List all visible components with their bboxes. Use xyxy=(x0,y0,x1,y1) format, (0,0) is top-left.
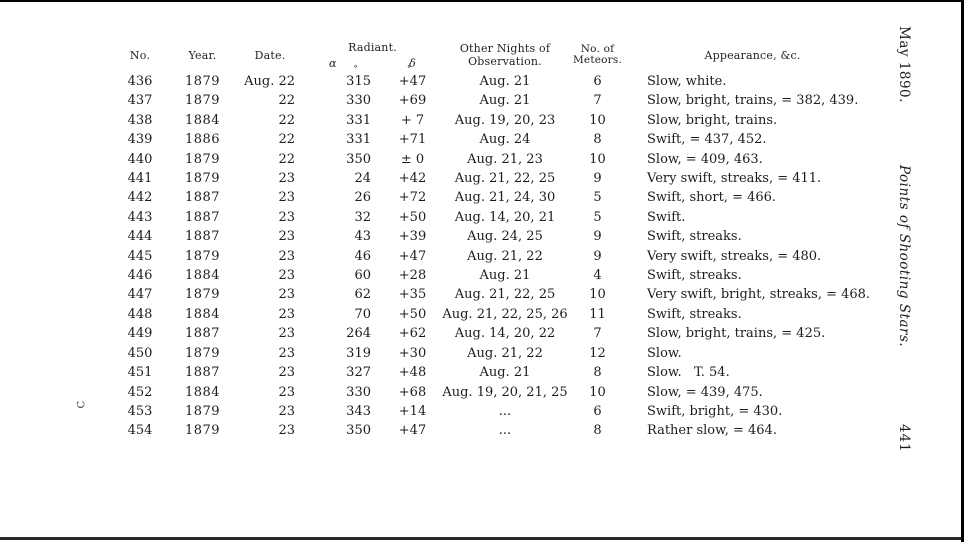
cell-year: 1884 xyxy=(184,112,221,128)
cell-nights: Aug. 14, 20, 22 xyxy=(454,326,556,342)
cell-no: 449 xyxy=(127,326,153,342)
cell-appearance: Slow. T. 54. xyxy=(647,365,730,381)
cell-year: 1887 xyxy=(184,209,221,225)
cell-year: 1887 xyxy=(184,190,221,206)
cell-meteors: 8 xyxy=(593,365,602,381)
cell-meteors: 10 xyxy=(589,112,606,128)
page-number: 441 xyxy=(896,424,912,453)
cell-appearance: Swift, short, = 466. xyxy=(647,190,777,206)
cell-no: 452 xyxy=(127,384,153,400)
table-row xyxy=(110,383,880,402)
cell-appearance: Rather slow, = 464. xyxy=(647,423,777,439)
cell-delta: +48 xyxy=(398,365,427,381)
cell-appearance: Very swift, streaks, = 411. xyxy=(647,171,822,187)
cell-delta: +72 xyxy=(398,190,427,206)
cell-meteors: 9 xyxy=(593,248,602,264)
cell-nights: Aug. 21 xyxy=(479,268,531,284)
cell-delta: +30 xyxy=(398,345,427,361)
cell-meteors: 4 xyxy=(593,268,602,284)
cell-alpha: 26 xyxy=(354,190,371,206)
col-header-meteors xyxy=(570,38,625,72)
cell-appearance: Slow, = 439, 475. xyxy=(647,384,763,400)
cell-date: 23 xyxy=(278,190,295,206)
cell-year: 1879 xyxy=(184,287,221,303)
table-row xyxy=(110,247,880,266)
cell-meteors: 7 xyxy=(593,93,602,109)
cell-alpha: 43 xyxy=(354,229,371,245)
cell-delta: +71 xyxy=(398,132,427,148)
cell-date: 23 xyxy=(278,229,295,245)
cell-year: 1879 xyxy=(184,93,221,109)
table-row xyxy=(110,344,880,363)
cell-year: 1887 xyxy=(184,229,221,245)
cell-alpha: 46 xyxy=(354,248,371,264)
cell-alpha: 264 xyxy=(346,326,371,342)
cell-year: 1884 xyxy=(184,384,221,400)
cell-appearance: Swift, streaks. xyxy=(647,306,742,322)
cell-date: 23 xyxy=(278,287,295,303)
cell-appearance: Swift, streaks. xyxy=(647,268,742,284)
cell-appearance: Very swift, streaks, = 480. xyxy=(647,248,822,264)
col-header-radiant-alpha: α xyxy=(329,56,337,70)
cell-no: 437 xyxy=(127,93,153,109)
table-row xyxy=(110,130,880,149)
table-row xyxy=(110,285,880,304)
cell-year: 1884 xyxy=(184,306,221,322)
cell-no: 444 xyxy=(127,229,153,245)
cell-meteors: 9 xyxy=(593,229,602,245)
table-row xyxy=(110,72,880,91)
cell-delta: +39 xyxy=(398,229,427,245)
cell-appearance: Swift. xyxy=(647,209,686,225)
degree-mark: ° xyxy=(407,64,411,73)
table-row xyxy=(110,363,880,382)
cell-nights: Aug. 21 xyxy=(479,93,531,109)
cell-no: 446 xyxy=(127,268,153,284)
cell-no: 448 xyxy=(127,306,153,322)
cell-meteors: 12 xyxy=(589,345,606,361)
cell-nights: Aug. 24, 25 xyxy=(467,229,543,245)
cell-delta: +50 xyxy=(398,306,427,322)
cell-date: 23 xyxy=(278,268,295,284)
cell-meteors: 8 xyxy=(593,132,602,148)
cell-alpha: 331 xyxy=(346,112,371,128)
cell-nights: Aug. 14, 20, 21 xyxy=(454,209,556,225)
cell-alpha: 24 xyxy=(354,171,371,187)
cell-no: 440 xyxy=(127,151,153,167)
cell-meteors: 6 xyxy=(593,403,602,419)
cell-alpha: 70 xyxy=(354,306,371,322)
cell-alpha: 350 xyxy=(346,151,371,167)
running-head-date: May 1890. xyxy=(896,26,912,103)
cell-alpha: 331 xyxy=(346,132,371,148)
cell-delta: +50 xyxy=(398,209,427,225)
cell-no: 454 xyxy=(127,423,153,439)
cell-nights: Aug. 21, 22, 25 xyxy=(454,171,556,187)
cell-nights: ... xyxy=(498,423,512,439)
cell-appearance: Slow. xyxy=(647,345,682,361)
col-header-other-nights: Other Nights of Observation. xyxy=(459,42,551,68)
table-header xyxy=(110,38,880,72)
cell-no: 442 xyxy=(127,190,153,206)
cell-nights: Aug. 21 xyxy=(479,365,531,381)
cell-delta: +68 xyxy=(398,384,427,400)
cell-no: 450 xyxy=(127,345,153,361)
cell-delta: +69 xyxy=(398,93,427,109)
cell-delta: +62 xyxy=(398,326,427,342)
cell-delta: +28 xyxy=(398,268,427,284)
cell-nights: Aug. 21, 22, 25 xyxy=(454,287,556,303)
cell-year: 1879 xyxy=(184,345,221,361)
cell-date: 22 xyxy=(278,93,295,109)
table-row xyxy=(110,169,880,188)
col-header-radiant: Radiant. xyxy=(348,41,397,54)
cell-delta: +47 ° xyxy=(398,64,427,89)
signature-mark: C xyxy=(76,400,88,409)
cell-appearance: Swift, bright, = 430. xyxy=(647,403,783,419)
cell-nights: Aug. 21, 22 xyxy=(467,345,543,361)
cell-no: 447 xyxy=(127,287,153,303)
cell-date: 23 xyxy=(278,306,295,322)
cell-meteors: 10 xyxy=(589,384,606,400)
cell-meteors: 11 xyxy=(589,306,606,322)
cell-year: 1886 xyxy=(184,132,221,148)
scan-edge-top xyxy=(0,0,964,2)
cell-no: 453 xyxy=(127,403,153,419)
cell-alpha: 343 xyxy=(346,403,371,419)
scan-edge-bottom xyxy=(0,537,964,540)
cell-nights: ... xyxy=(498,403,512,419)
cell-no: 451 xyxy=(127,365,153,381)
table-row xyxy=(110,91,880,110)
cell-appearance: Slow, white. xyxy=(647,74,727,89)
cell-delta: +42 xyxy=(398,171,427,187)
cell-appearance: Very swift, bright, streaks, = 468. xyxy=(647,287,871,303)
cell-alpha: 330 xyxy=(346,384,371,400)
cell-nights: Aug. 19, 20, 21, 25 xyxy=(442,384,568,400)
cell-appearance: Slow, = 409, 463. xyxy=(647,151,763,167)
cell-appearance: Swift, streaks. xyxy=(647,229,742,245)
cell-nights: Aug. 21, 23 xyxy=(467,151,543,167)
cell-meteors: 8 xyxy=(593,423,602,439)
cell-alpha: 315 ° xyxy=(346,64,371,89)
cell-delta: ± 0 xyxy=(400,151,425,167)
cell-no: 438 xyxy=(127,112,153,128)
cell-nights: Aug. 21, 24, 30 xyxy=(454,190,556,206)
cell-alpha: 60 xyxy=(354,268,371,284)
cell-delta: +35 xyxy=(398,287,427,303)
running-head-title: Points of Shooting Stars. xyxy=(896,165,912,348)
cell-delta: +14 xyxy=(398,403,427,419)
col-header-meteors-line2: Meteors. xyxy=(572,54,623,66)
table-row xyxy=(110,208,880,227)
col-header-no: No. xyxy=(129,48,151,62)
cell-appearance: Swift, = 437, 452. xyxy=(647,132,767,148)
cell-year: 1879 xyxy=(184,403,221,419)
cell-alpha: 330 xyxy=(346,93,371,109)
table-row xyxy=(110,402,880,421)
cell-date: 23 xyxy=(278,171,295,187)
cell-no: 445 xyxy=(127,248,153,264)
cell-appearance: Slow, bright, trains. xyxy=(647,112,778,128)
cell-nights: Aug. 21, 22 xyxy=(467,248,543,264)
cell-alpha: 319 xyxy=(346,345,371,361)
cell-meteors: 5 xyxy=(593,209,602,225)
cell-date: 22 xyxy=(278,132,295,148)
cell-date: 22 xyxy=(278,112,295,128)
cell-date: 23 xyxy=(278,423,295,439)
cell-year: 1884 xyxy=(184,268,221,284)
cell-meteors: 10 xyxy=(589,287,606,303)
cell-year: 1879 xyxy=(184,151,221,167)
col-header-year: Year. xyxy=(188,48,217,62)
cell-no: 441 xyxy=(127,171,153,187)
cell-meteors: 10 xyxy=(589,151,606,167)
cell-alpha: 350 xyxy=(346,423,371,439)
cell-date: 23 xyxy=(278,345,295,361)
table-row xyxy=(110,188,880,207)
table-row xyxy=(110,150,880,169)
cell-appearance: Slow, bright, trains, = 425. xyxy=(647,326,826,342)
cell-year: 1887 xyxy=(184,326,221,342)
table-row xyxy=(110,227,880,246)
cell-year: 1879 xyxy=(184,74,221,89)
col-header-radiant-delta: δ xyxy=(409,56,416,70)
table-row xyxy=(110,421,880,440)
cell-date: Aug. 22 xyxy=(244,74,295,89)
cell-nights: Aug. 19, 20, 23 xyxy=(454,112,556,128)
observations-table xyxy=(110,38,880,441)
cell-date: 23 xyxy=(278,365,295,381)
cell-date: 22 xyxy=(278,151,295,167)
col-header-appearance: Appearance, &c. xyxy=(704,48,801,62)
cell-meteors: 5 xyxy=(593,190,602,206)
cell-no: 436 xyxy=(127,74,153,89)
cell-meteors: 9 xyxy=(593,171,602,187)
cell-date: 23 xyxy=(278,326,295,342)
cell-appearance: Slow, bright, trains, = 382, 439. xyxy=(647,93,859,109)
cell-date: 23 xyxy=(278,209,295,225)
table-row xyxy=(110,266,880,285)
cell-delta: +47 xyxy=(398,248,427,264)
cell-alpha: 62 xyxy=(354,287,371,303)
col-header-meteors-line1: No. of xyxy=(580,43,615,55)
cell-nights: Aug. 24 xyxy=(479,132,531,148)
cell-delta: +47 xyxy=(398,423,427,439)
cell-date: 23 xyxy=(278,403,295,419)
cell-no: 443 xyxy=(127,209,153,225)
cell-meteors: 6 xyxy=(593,74,602,89)
cell-nights: Aug. 21, 22, 25, 26 xyxy=(442,306,568,322)
cell-year: 1887 xyxy=(184,365,221,381)
col-header-date: Date. xyxy=(254,48,286,62)
table-row xyxy=(110,111,880,130)
cell-year: 1879 xyxy=(184,248,221,264)
cell-delta: + 7 xyxy=(400,112,425,128)
cell-year: 1879 xyxy=(184,171,221,187)
cell-meteors: 7 xyxy=(593,326,602,342)
table-row xyxy=(110,305,880,324)
cell-no: 439 xyxy=(127,132,153,148)
table-row xyxy=(110,324,880,343)
cell-nights: Aug. 21 xyxy=(479,74,531,89)
cell-date: 23 xyxy=(278,384,295,400)
cell-alpha: 32 xyxy=(354,209,371,225)
cell-year: 1879 xyxy=(184,423,221,439)
cell-alpha: 327 xyxy=(346,365,371,381)
cell-date: 23 xyxy=(278,248,295,264)
table-body xyxy=(110,64,880,441)
degree-mark: ° xyxy=(353,64,358,73)
